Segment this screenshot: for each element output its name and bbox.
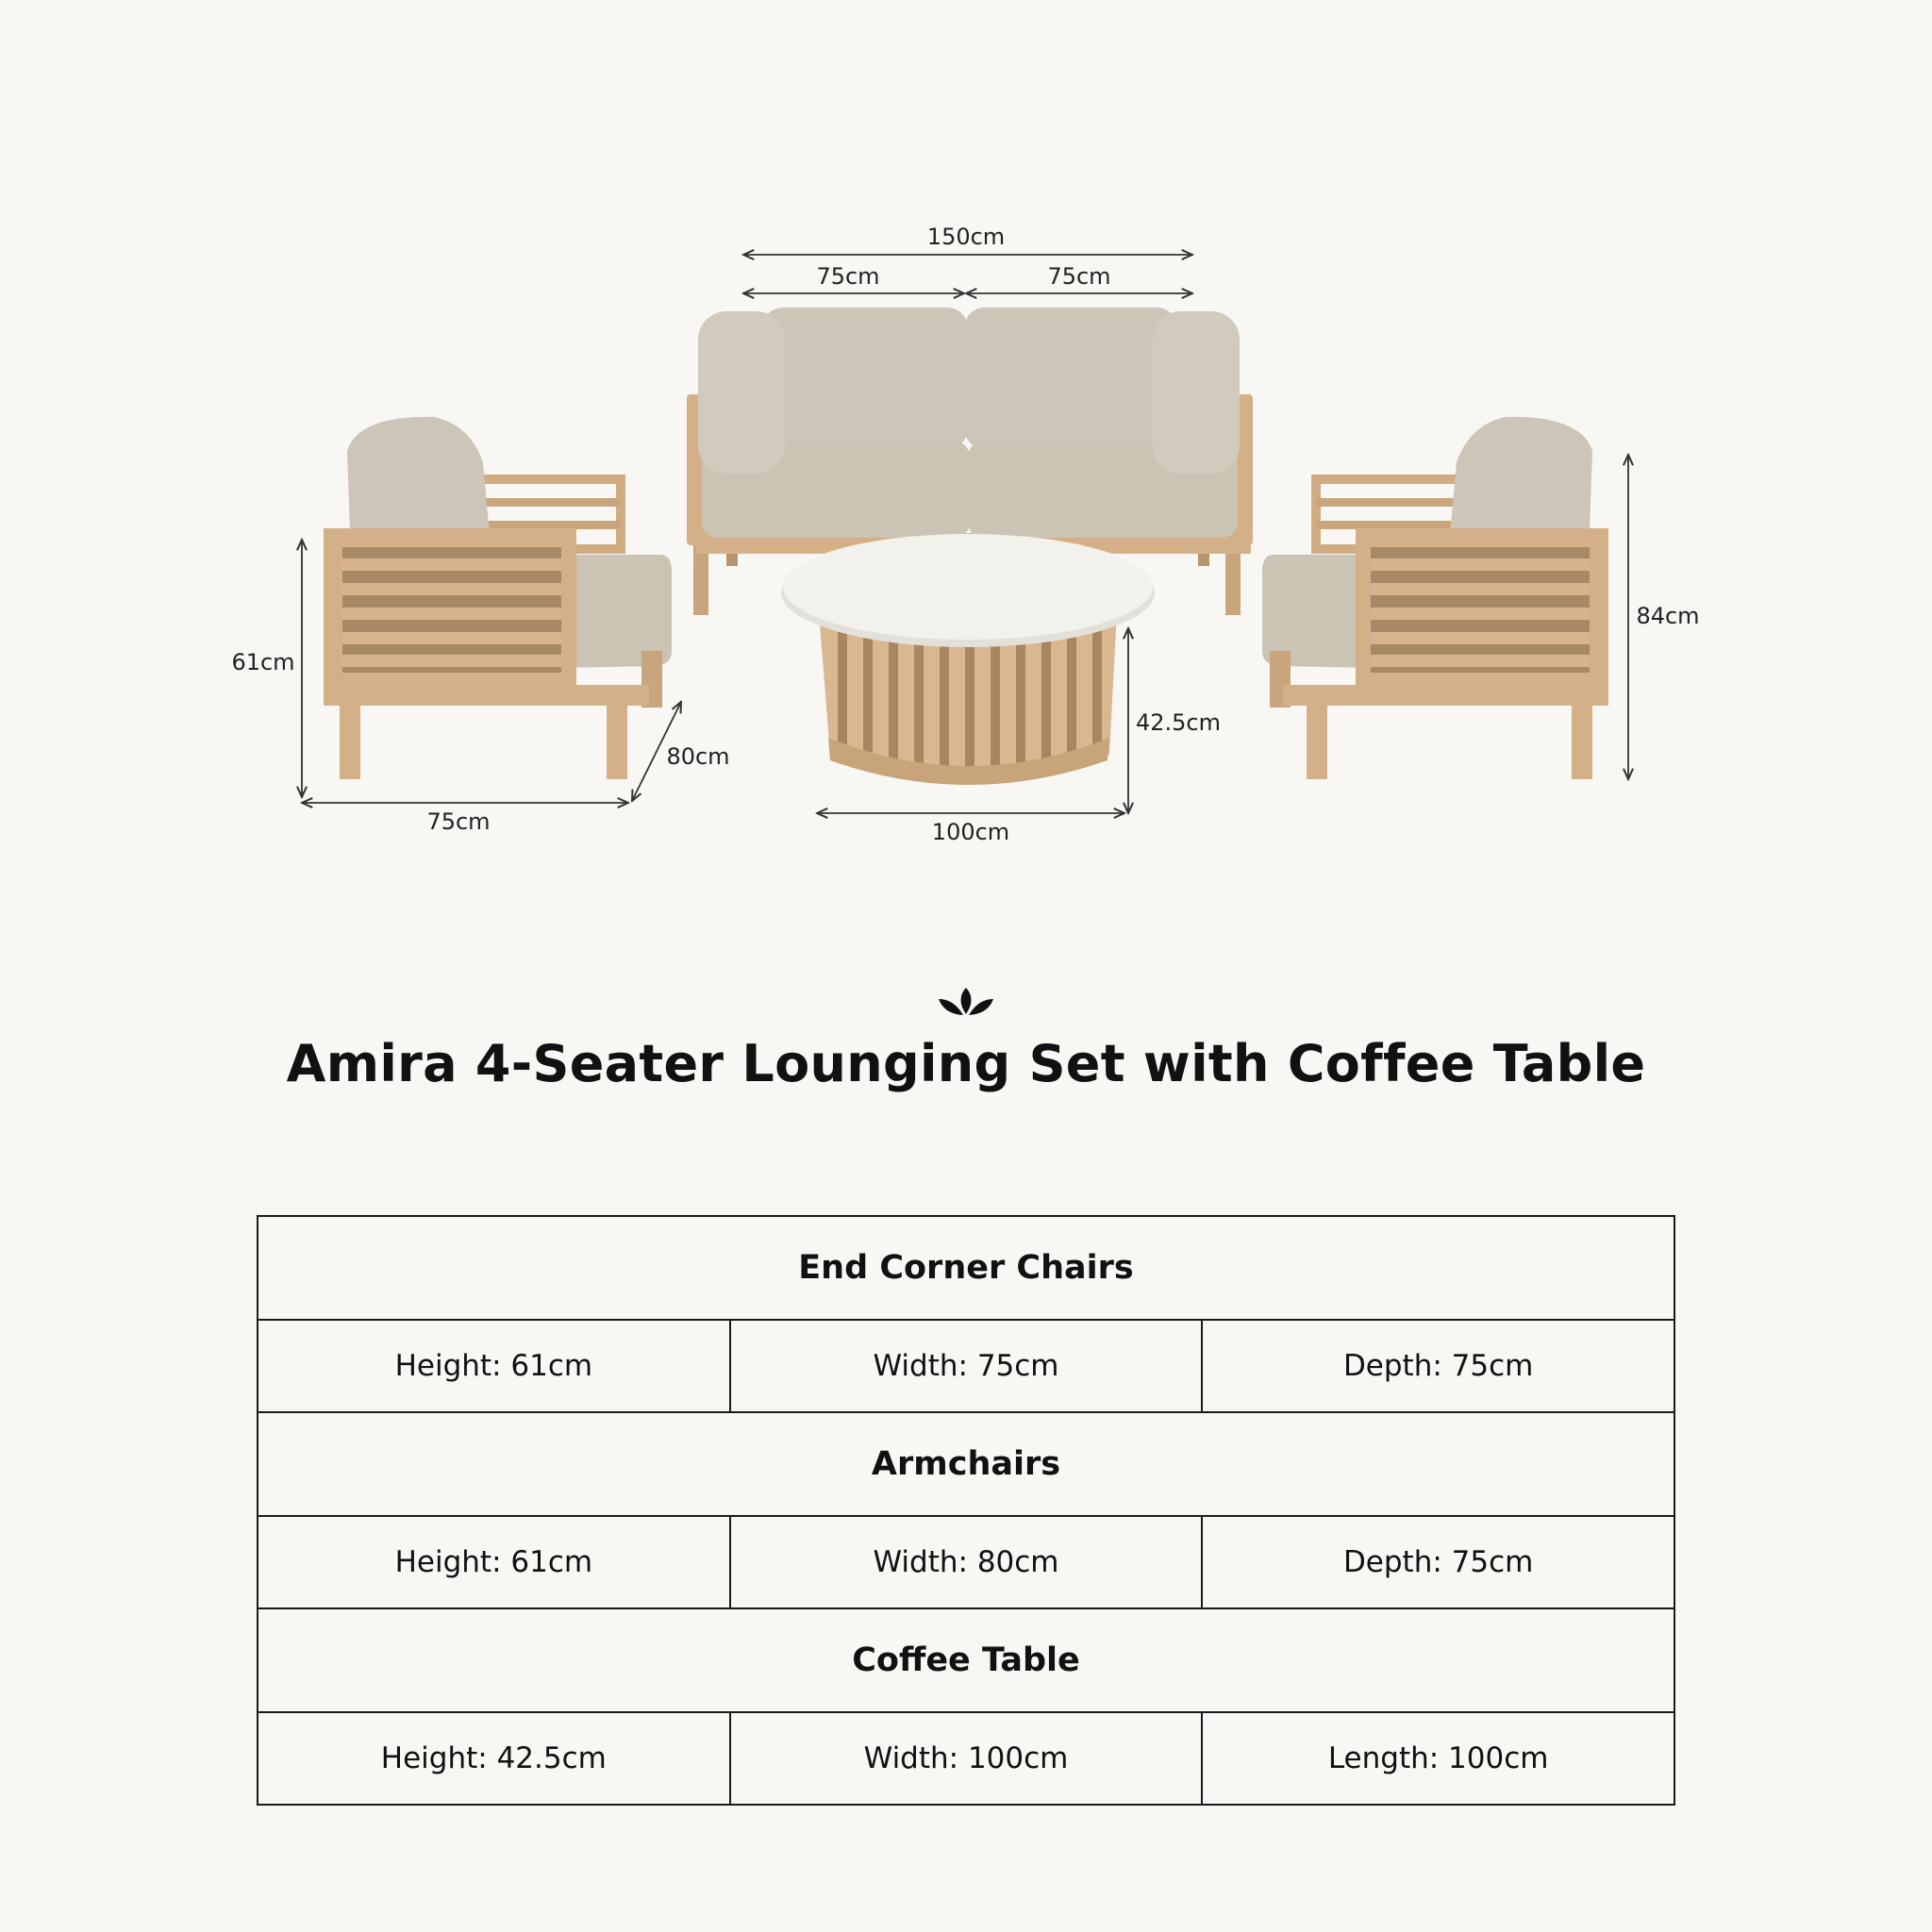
left-chair <box>324 417 672 779</box>
table-cell: Height: 61cm <box>258 1516 730 1608</box>
section-header-row <box>258 1412 1674 1516</box>
table-height-label: 42.5cm <box>1135 709 1222 736</box>
table-row <box>258 1320 1674 1412</box>
left-chair-height-label: 61cm <box>231 649 295 675</box>
table-cell: Width: 80cm <box>730 1516 1203 1608</box>
table-cell: Height: 61cm <box>258 1320 730 1412</box>
table-cell: Width: 75cm <box>730 1320 1203 1412</box>
sofa-total-width-label: 150cm <box>926 224 1006 250</box>
section-heading-armchairs: Armchairs <box>258 1412 1674 1516</box>
table-row <box>258 1516 1674 1608</box>
sofa-right-width-label: 75cm <box>1047 263 1111 290</box>
table-cell: Length: 100cm <box>1202 1712 1674 1805</box>
dimensions-table <box>257 1215 1675 1806</box>
table-cell: Depth: 75cm <box>1202 1516 1674 1608</box>
right-chair-height-label: 84cm <box>1636 603 1700 629</box>
sofa-left-width-label: 75cm <box>816 263 880 290</box>
table-width-label: 100cm <box>931 819 1010 845</box>
table-cell: Depth: 75cm <box>1202 1320 1674 1412</box>
coffee-table <box>781 534 1155 785</box>
lotus-icon <box>937 986 995 1020</box>
furniture-illustration <box>0 0 1932 906</box>
table-cell: Width: 100cm <box>730 1712 1203 1805</box>
table-cell: Height: 42.5cm <box>258 1712 730 1805</box>
right-chair <box>1262 417 1608 779</box>
section-heading-end-corner-chairs: End Corner Chairs <box>258 1216 1674 1320</box>
section-header-row <box>258 1216 1674 1320</box>
left-chair-width-label: 75cm <box>426 808 491 835</box>
section-header-row <box>258 1608 1674 1712</box>
section-heading-coffee-table: Coffee Table <box>258 1608 1674 1712</box>
table-row <box>258 1712 1674 1805</box>
left-chair-depth-label: 80cm <box>666 743 730 770</box>
page-title: Amira 4-Seater Lounging Set with Coffee Table <box>286 1034 1646 1093</box>
